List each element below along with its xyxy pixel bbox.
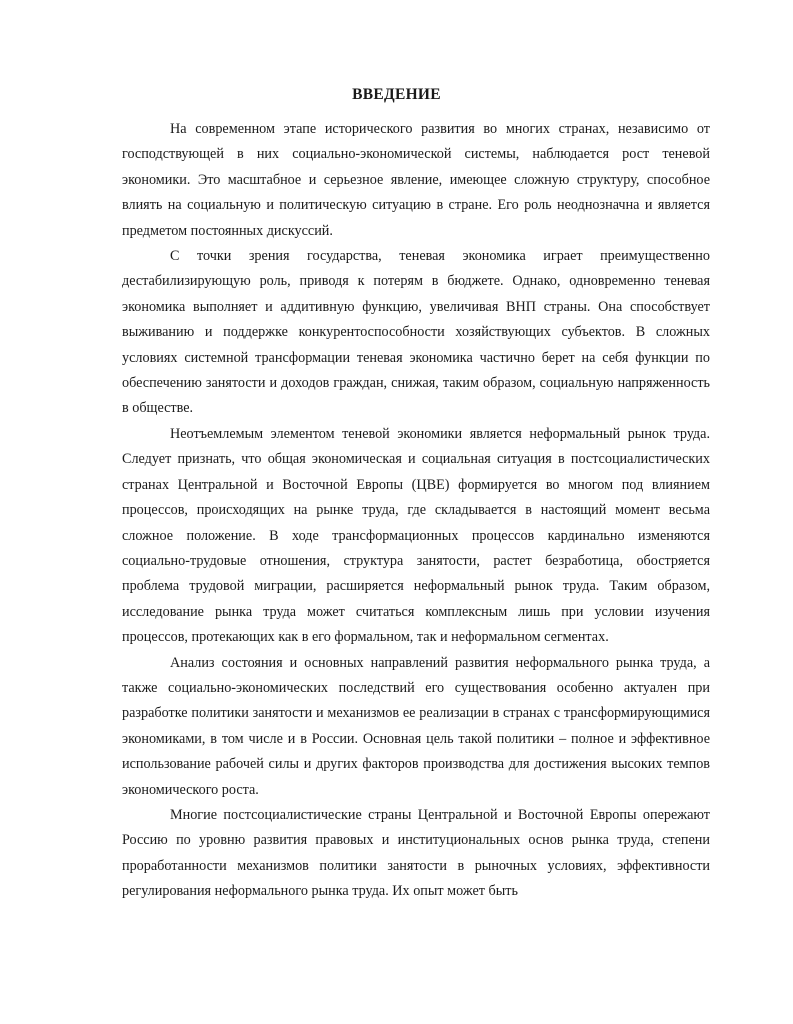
page-title: ВВЕДЕНИЕ xyxy=(352,86,441,103)
paragraph-5: Многие постсоциалистические страны Центральной и Восточной Европы опережают Россию по уровню развития правовых и институциональных основ рынка труда, степени проработанности механизмов политики занятости в рыночных условиях, эффективности регулирования неформального рынка труда. Их опыт может быть xyxy=(122,806,710,900)
paragraph-4: Анализ состояния и основных направлений развития неформального рынка труда, а также социально-экономических последствий его существования особенно актуален при разработке политики занятости и механизмов ее реализации в странах с трансформирующимися экономиками, в том числе и в России. Основная цель такой политики – полное и эффективное использование рабочей силы и других факторов производства для достижения высоких темпов экономического роста. xyxy=(122,654,710,798)
body-text xyxy=(122,117,710,905)
paragraph-1: На современном этапе исторического развития во многих странах, независимо от господствующей в них социально-экономической системы, наблюдается рост теневой экономики. Это масштабное и серьезное явление, имеющее сложную структуру, способное влиять на социальную и политическую ситуацию в стране. Его роль неоднозначна и является предметом постоянных дискуссий. xyxy=(122,121,710,239)
paragraph-3: Неотъемлемым элементом теневой экономики является неформальный рынок труда. Следует признать, что общая экономическая и социальная ситуация в постсоциалистических странах Центральной и Восточной Европы (ЦВЕ) формируется во многом под влиянием процессов, происходящих на рынке труда, где складывается в настоящий момент весьма сложное положение. В ходе трансформационных процессов кардинально изменяются социально-трудовые отношения, структура занятости, растет безработица, обостряется проблема трудовой миграции, расширяется неформальный рынок труда. Таким образом, исследование рынка труда может считаться комплексным лишь при условии изучения процессов, протекающих как в его формальном, так и неформальном сегментах. xyxy=(122,425,710,646)
paragraph-2: С точки зрения государства, теневая экономика играет преимущественно дестабилизирующую роль, приводя к потерям в бюджете. Однако, одновременно теневая экономика выполняет и аддитивную функцию, увеличивая ВНП страны. Она способствует выживанию и поддержке конкурентоспособности хозяйствующих субъектов. В сложных условиях системной трансформации теневая экономика частично берет на себя функции по обеспечению занятости и доходов граждан, снижая, таким образом, социальную напряженность в обществе. xyxy=(122,248,710,417)
